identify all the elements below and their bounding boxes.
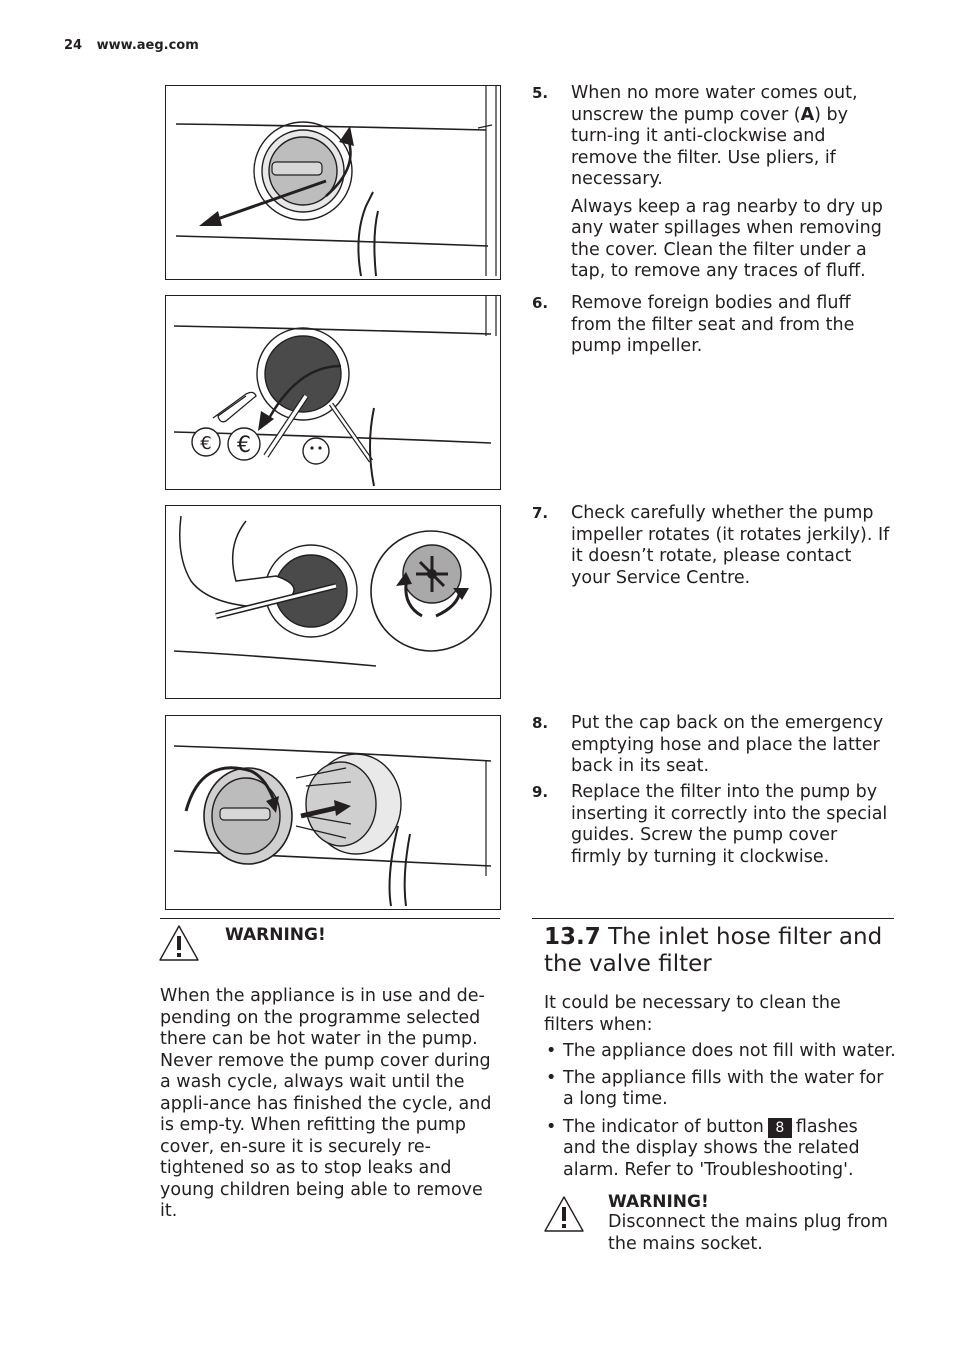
list-item: • The appliance fills with the water for a long time. (544, 1068, 896, 1111)
step-number: 9. (532, 783, 549, 801)
step-number: 8. (532, 714, 549, 732)
step-note: Always keep a rag nearby to dry up any water spillages when removing the cover. Clean the filter under a tap, to remove any traces of fluff. (571, 196, 883, 281)
figure-unscrew-pump-cover (165, 85, 501, 280)
illustration-refit-filter (166, 716, 500, 909)
pump-cover-label: A (800, 104, 815, 125)
step-text: Check carefully whether the pump impeller rotates (it rotates jerkily). If it doesn’t rotate, please contact your Service Centre. (571, 503, 890, 588)
step-number: 7. (532, 504, 549, 522)
warning-icon (158, 924, 200, 962)
figure-check-impeller (165, 505, 501, 699)
step-number: 5. (532, 84, 549, 102)
warning-text: When the appliance is in use and de-pending on the programme selected there can be hot water in the pump. Never remove the pump cover during a wash cycle, always wait until the appli-ance has finished the cycle, and is emp-ty. When refitting the pump cover, en-sure it is securely re-tightened so as to stop leaks and young children being able to remove it. (160, 986, 492, 1221)
step-7 (532, 503, 892, 595)
step-5 (532, 83, 892, 289)
list-item (544, 1117, 896, 1182)
step-text: Put the cap back on the emergency emptying hose and place the latter back in its seat. (571, 713, 884, 776)
page-header (64, 38, 199, 53)
euro-coin-symbol-1: € (200, 433, 212, 454)
step-text-part: When no more water comes out, unscrew the pump cover ( (571, 83, 858, 125)
step-text: Remove foreign bodies and fluff from the filter seat and from the pump impeller. (571, 293, 855, 356)
euro-coin-symbol-2: € (237, 433, 251, 458)
figure-remove-foreign-bodies (165, 295, 501, 490)
left-divider (160, 918, 500, 919)
section-intro: It could be necessary to clean the filters when: (544, 993, 841, 1035)
section-title (544, 924, 894, 978)
button-badge: 8 (768, 1118, 792, 1138)
section-title-text: The inlet hose filter and the valve filter (544, 924, 883, 977)
warning-title: WARNING! (225, 925, 326, 945)
list-item: • The appliance does not fill with water. (544, 1041, 896, 1063)
header-url[interactable]: www.aeg.com (96, 38, 199, 53)
step-8 (532, 713, 892, 784)
step-number: 6. (532, 294, 549, 312)
warning-icon (543, 1195, 585, 1233)
right-divider (532, 918, 894, 919)
illustration-pump-cover-removal (166, 86, 500, 279)
illustration-filter-seat (166, 296, 500, 489)
step-text (571, 83, 892, 191)
step-6 (532, 293, 892, 364)
step-9 (532, 782, 892, 874)
bullet-list (544, 1041, 896, 1186)
list-item-text: The indicator of button (563, 1116, 764, 1137)
warning-block (608, 1192, 898, 1255)
list-item-text: flashes and the display shows the related alarm. Refer to 'Troubleshooting'. (563, 1116, 860, 1180)
figure-replace-filter (165, 715, 501, 910)
warning-title: WARNING! (608, 1192, 709, 1212)
warning-text: Disconnect the mains plug from the mains socket. (608, 1212, 888, 1254)
page-number: 24 (64, 38, 83, 53)
step-text: Replace the filter into the pump by inserting it correctly into the special guides. Screw the pump cover firmly by turning it clockwise. (571, 782, 888, 867)
section-number: 13.7 (544, 924, 601, 950)
illustration-impeller-rotation (166, 506, 500, 698)
step-text-part: ) by turn-ing it anti-clockwise and remove the filter. Use pliers, if necessary. (571, 104, 849, 189)
